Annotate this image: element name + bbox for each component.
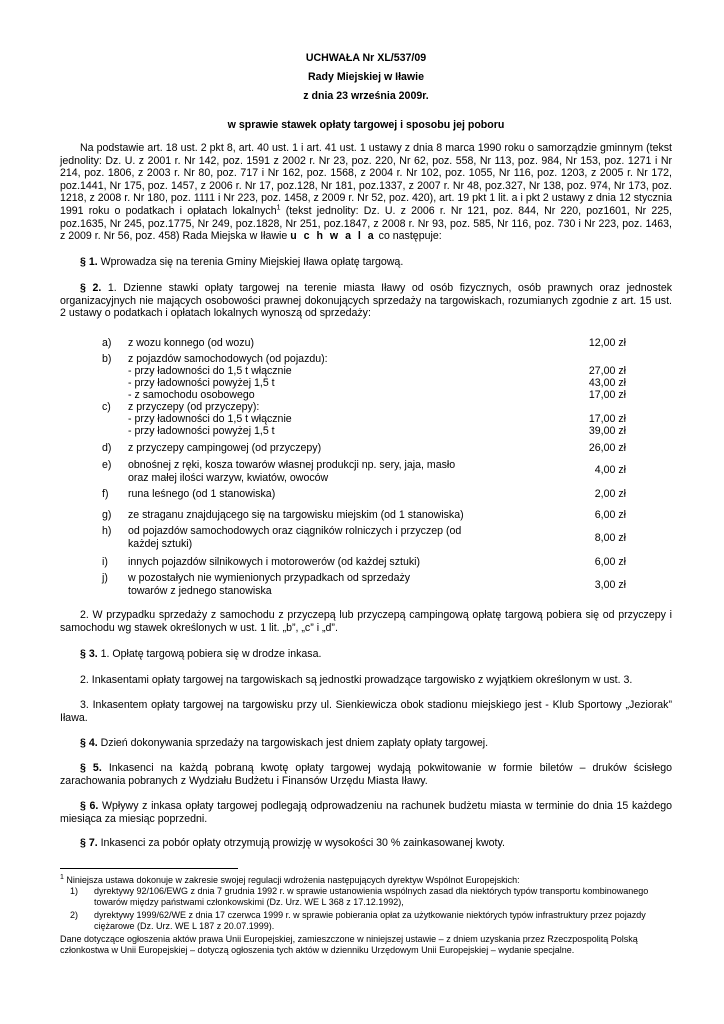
- section-3-par-3: 3. Inkasentem opłaty targowej na targowisku przy ul. Sienkiewicza obok stadionu miejskiego jest - Klub Sportowy „Jeziorak” Iława.: [60, 699, 672, 724]
- rate-desc: innych pojazdów silnikowych i motorowerów (od każdej sztuki): [128, 556, 421, 568]
- rate-letter: f): [102, 488, 109, 500]
- resolution-title: UCHWAŁA Nr XL/537/09: [305, 52, 427, 64]
- rate-desc: z pojazdów samochodowych (od pojazdu):: [128, 353, 328, 365]
- rate-letter: g): [102, 509, 112, 521]
- preamble-text-c: co następuje:: [375, 230, 442, 243]
- section-2-label: § 2.: [80, 282, 102, 294]
- footnote-separator: [60, 868, 238, 869]
- rate-desc: - przy ładowności powyżej 1,5 t: [128, 425, 275, 437]
- rate-letter: c): [102, 401, 111, 413]
- footnote-intro: [60, 875, 672, 886]
- section-5-label: § 5.: [80, 762, 102, 774]
- rate-desc: ze straganu znajdującego się na targowisku miejskim (od 1 stanowiska): [128, 509, 464, 521]
- rate-desc: - przy ładowności do 1,5 t włącznie: [128, 413, 292, 425]
- section-6-label: § 6.: [80, 800, 99, 812]
- issuer: Rady Miejskiej w Iławie: [308, 71, 424, 83]
- section-5: [60, 762, 672, 787]
- section-7-label: § 7.: [80, 837, 98, 849]
- rate-letter: a): [102, 337, 112, 349]
- section-3-par-1: 1. Opłatę targową pobiera się w drodze inkasa.: [97, 648, 322, 660]
- footnote-closing: Dane dotyczące ogłoszenia aktów prawa Unii Europejskiej, zamieszczone w niniejszej ustawie – z dniem uzyskania przez Rzeczpospolitą Polską członkostwa w Unii Europejskiej – dotyczą ogłoszenia tych aktów w dzienniku Urzędowym Unii Europejskiej – wydanie specjalne.: [60, 934, 638, 955]
- rate-price: 6,00 zł: [594, 509, 626, 521]
- footnote-item-text: dyrektywy 92/106/EWG z dnia 7 grudnia 1992 r. w sprawie ustanowienia wspólnych zasad dla niektórych typów transportu kombinowanego towarów między państwami członkowskimi (Dz. Urz. WE L 368 z 17.12.1992),: [94, 886, 649, 907]
- section-3-label: § 3.: [80, 648, 98, 660]
- resolution-subject: w sprawie stawek opłaty targowej i sposobu jej poboru: [227, 119, 505, 131]
- rate-price: 8,00 zł: [594, 532, 626, 544]
- section-3-par-2: 2. Inkasentami opłaty targowej na targowiskach są jednostki prowadzące targowisko z wyjątkiem określonym w ust. 3.: [80, 674, 633, 686]
- rate-letter: j): [102, 572, 108, 584]
- rate-price: 39,00 zł: [588, 425, 626, 437]
- rate-desc: - przy ładowności do 1,5 t włącznie: [128, 365, 292, 377]
- section-6: [60, 800, 672, 825]
- rate-price: 43,00 zł: [588, 377, 626, 389]
- rate-price: 17,00 zł: [588, 389, 626, 401]
- section-1-text: Wprowadza się na terenia Gminy Miejskiej Iława opłatę targową.: [97, 256, 404, 268]
- rate-letter: i): [102, 556, 108, 568]
- rate-price: 3,00 zł: [594, 579, 626, 591]
- rate-desc: z przyczepy (od przyczepy):: [128, 401, 260, 413]
- rate-desc: runa leśnego (od 1 stanowiska): [128, 488, 276, 500]
- section-2-intro: [60, 282, 672, 320]
- rate-desc: z wozu konnego (od wozu): [128, 337, 255, 349]
- preamble-text-b: (tekst jednolity: Dz. U. z 2006 r. Nr 121, poz. 844, Nr 220, poz1601, Nr 225, poz.1635, Nr 245, poz.1775, Nr 249, poz.1828, Nr 251, poz.1847, z 2008 r. Nr 93, poz. 585, Nr 116, poz. 730 i Nr 223, poz. 1463, z 2009 r. Nr 56, poz. 458) Rada Miejska w Iławie: [60, 204, 672, 243]
- footnote-item-num: 2): [70, 910, 79, 920]
- section-5-text: Inkasenci na każdą pobraną kwotę opłaty targowej wydają pokwitowanie w formie biletów – druków ścisłego zarachowania pobranych z Wydziału Budżetu i Finansów Urzędu Miasta Iławy.: [60, 762, 673, 787]
- rate-desc: z przyczepy campingowej (od przyczepy): [128, 442, 322, 454]
- rate-price: 2,00 zł: [594, 488, 626, 500]
- footnote-mark: 1: [60, 874, 64, 881]
- rate-letter: h): [102, 525, 112, 537]
- section-4-text: Dzień dokonywania sprzedaży na targowiskach jest dniem zapłaty opłaty targowej.: [97, 737, 489, 749]
- spaced-word: u c h w a l a: [290, 230, 376, 243]
- footnote-item-text: dyrektywy 1999/62/WE z dnia 17 czerwca 1999 r. w sprawie pobierania opłat za użytkowanie niektórych typów infrastruktury przez pojazdy ciężarowe (Dz. Urz. WE L 187 z 20.07.1999).: [94, 910, 646, 931]
- preamble: [60, 142, 672, 243]
- rate-price: 4,00 zł: [594, 464, 626, 476]
- section-4: [60, 737, 672, 750]
- rate-letter: d): [102, 442, 112, 454]
- section-4-label: § 4.: [80, 737, 98, 749]
- rate-price: 6,00 zł: [594, 556, 626, 568]
- rate-desc: obnośnej z ręki, kosza towarów własnej produkcji np. sery, jaja, masło oraz małej ilości warzyw, kwiatów, owoców: [128, 459, 456, 484]
- preamble-text-a: Na podstawie art. 18 ust. 2 pkt 8, art. 40 ust. 1 i art. 41 ust. 1 ustawy z dnia 8 marca 1990 roku o samorządzie gminnym (tekst jednolity: Dz. U. z 2001 r. Nr 142, poz. 1591 z 2002 r. Nr 23, poz. 220, Nr 62, poz. 558, Nr 113, poz. 984, Nr 153, poz. 1271 i Nr 214, poz. 1806, z 2003 r. Nr 80, poz. 717 i Nr 162, poz. 1568, z 2004 r. Nr 102, poz. 1055, Nr 116, poz. 1203, z 2005 r. Nr 172, poz.1441, Nr 175, poz. 1457, z 2006 r. Nr 17, poz.128, Nr 181, poz.1337, z 2007 r. Nr 48, poz.327, Nr 138, poz. 974, Nr 173, poz. 1218, z 2008 r. Nr 180, poz. 1111 i Nr 223, poz. 1458, z 2009 r. Nr 52, poz. 420), art. 19 pkt 1 lit. a i pkt 2 ustawy z dnia 12 stycznia 1991 roku o podatkach i opłatach lokalnych: [60, 142, 672, 217]
- rate-price: 27,00 zł: [588, 365, 626, 377]
- rate-letter: b): [102, 353, 112, 365]
- footnote-item: [60, 886, 672, 908]
- rate-desc: - z samochodu osobowego: [128, 389, 255, 401]
- rate-price: 26,00 zł: [588, 442, 626, 454]
- footnote-intro-text: Niniejsza ustawa dokonuje w zakresie swojej regulacji wdrożenia następujących dyrektyw Wspólnot Europejskich:: [63, 875, 520, 885]
- rate-desc: od pojazdów samochodowych oraz ciągników rolniczych i przyczep (od każdej sztuki): [128, 525, 462, 550]
- rate-desc: w pozostałych nie wymienionych przypadkach od sprzedaży towarów z jednego stanowiska: [128, 572, 411, 597]
- section-7: [60, 837, 672, 850]
- footnote-item: [60, 910, 672, 932]
- section-7-text: Inkasenci za pobór opłaty otrzymują prowizję w wysokości 30 % zainkasowanej kwoty.: [97, 837, 505, 849]
- section-1: [60, 256, 672, 269]
- resolution-date: z dnia 23 września 2009r.: [303, 90, 429, 102]
- rate-desc: - przy ładowności powyżej 1,5 t: [128, 377, 275, 389]
- footnote-ref: 1: [276, 204, 281, 212]
- section-2-text: 1. Dzienne stawki opłaty targowej na terenie miasta Iławy od osób fizycznych, osób prawnych oraz jednostek organizacyjnych nie mających osobowości prawnej dokonujących sprzedaży na targowiskach, rozumianych zgodnie z art. 15 ust. 2 ustawy o podatkach i opłatach lokalnych wynoszą od sprzedaży:: [60, 282, 673, 320]
- footnote-item-num: 1): [70, 886, 79, 896]
- rate-price: 17,00 zł: [588, 413, 626, 425]
- section-1-label: § 1.: [80, 256, 98, 268]
- section-3: [60, 648, 672, 661]
- section-6-text: Wpływy z inkasa opłaty targowej podlegają odprowadzeniu na rachunek budżetu miasta w terminie do dnia 15 każdego miesiąca za miesiąc poprzedni.: [60, 800, 672, 825]
- rate-price: 12,00 zł: [588, 337, 626, 349]
- section-2-par-2: 2. W przypadku sprzedaży z samochodu z przyczepą lub przyczepą campingową opłatę targową pobiera się od przyczepy i samochodu wg stawek określonych w ust. 1 lit. „b”, „c” i „d”.: [60, 609, 672, 634]
- rate-letter: e): [102, 459, 112, 471]
